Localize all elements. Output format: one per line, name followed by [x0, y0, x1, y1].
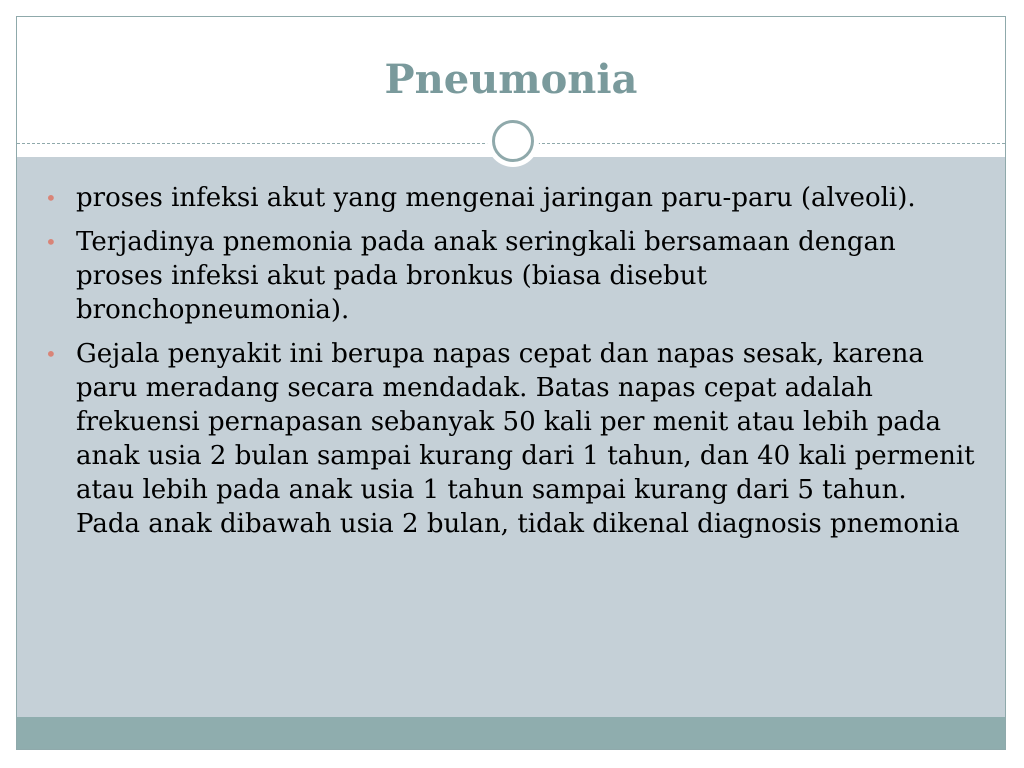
- list-item: [45, 225, 975, 327]
- ornament-ring: [492, 120, 534, 162]
- bullet-text: Gejala penyakit ini berupa napas cepat dan napas sesak, karena paru meradang secara mendadak. Batas napas cepat adalah frekuensi pernapasan sebanyak 50 kali per menit atau lebih pada anak usia 2 bulan sampai kurang dari 1 tahun, dan 40 kali permenit atau lebih pada anak usia 1 tahun sampai kurang dari 5 tahun. Pada anak dibawah usia 2 bulan, tidak dikenal diagnosis pnemonia: [76, 339, 975, 539]
- footer-bar: [17, 717, 1005, 750]
- bullet-list: [45, 181, 975, 551]
- bullet-text: Terjadinya pnemonia pada anak seringkali bersamaan dengan proses infeksi akut pada bronkus (biasa disebut bronchopneumonia).: [76, 227, 896, 325]
- slide: [16, 16, 1006, 750]
- bullet-icon: •: [45, 342, 57, 366]
- circle-ornament-icon: [487, 115, 539, 167]
- bullet-icon: •: [45, 230, 57, 254]
- list-item: [45, 337, 975, 541]
- bullet-icon: •: [45, 186, 57, 210]
- list-item: [45, 181, 975, 215]
- bullet-text: proses infeksi akut yang mengenai jaringan paru-paru (alveoli).: [76, 183, 916, 213]
- slide-title: Pneumonia: [384, 56, 638, 103]
